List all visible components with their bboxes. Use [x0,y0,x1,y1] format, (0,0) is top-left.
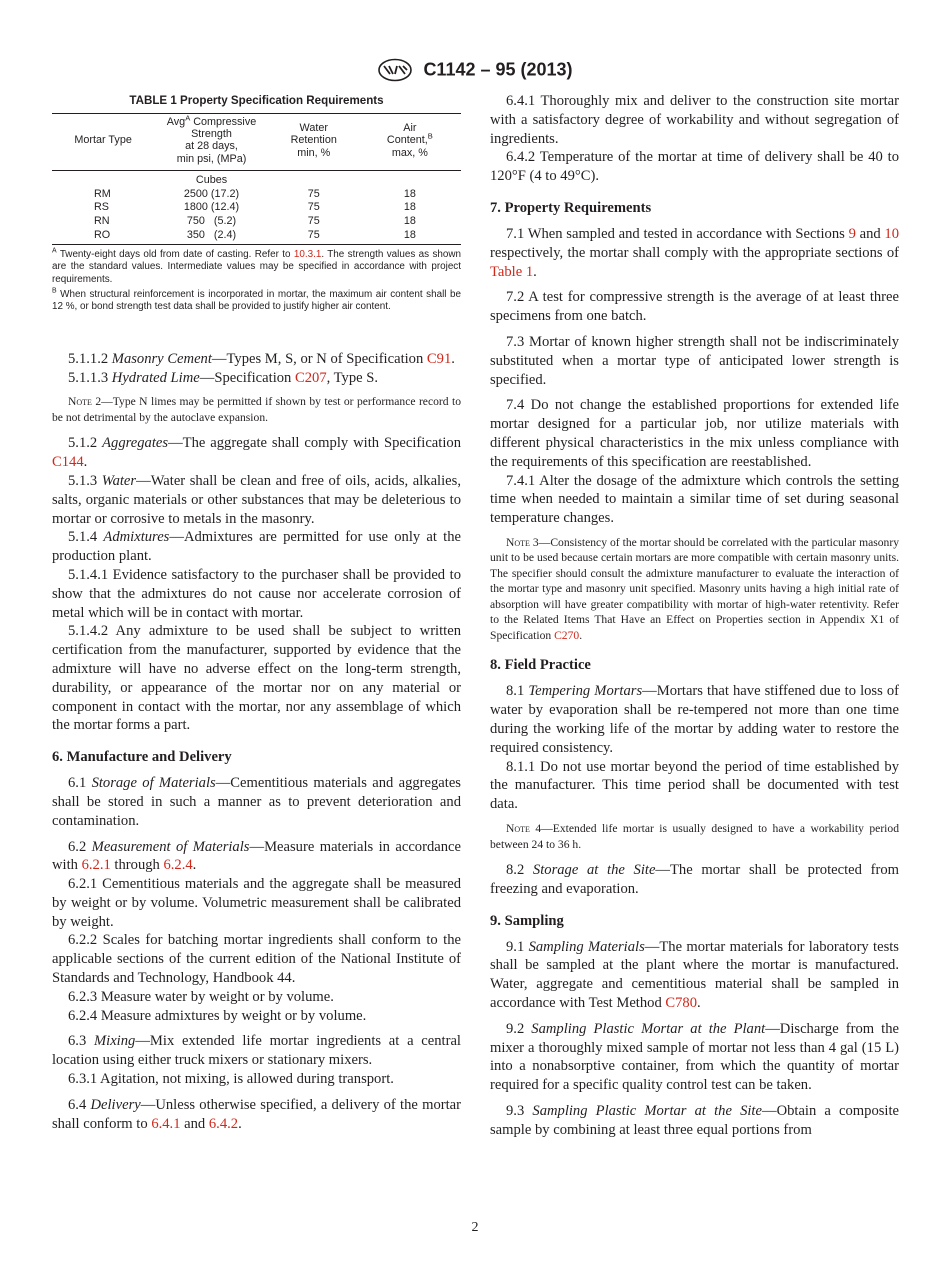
cell-air: 18 [403,187,416,200]
section-8-1-1: 8.1.1 Do not use mortar beyond the period of time established by the manufacturer. This time period shall be documented with test data. [490,758,899,813]
document-designation: C1142 – 95 (2013) [423,59,573,80]
table-row [52,201,461,215]
cell-mortar-type: RM [94,187,111,200]
section-6-1: 6.1 Storage of Materials—Cementitious materials and aggregates shall be stored in such a manner as to prevent deterioration and contamination. [52,775,461,829]
link-table-1[interactable]: Table 1 [490,263,534,280]
table-footnote-b: $^B$ When structural reinforcement is incorporated in mortar, the maximum air content shall be 12 %, or bond strength test data shall be provided to justify higher air content. [52,287,461,313]
cell-strength: 1800 (12.4) [183,201,240,214]
link-6-2-1[interactable]: 6.2.1 [81,857,111,874]
section-5-1-4: 5.1.4 Admixtures—Admixtures are permitted for use only at the production plant. [52,529,461,565]
section-5-1-4-1: 5.1.4.1 Evidence satisfactory to the purchaser shall be provided to show that the admixtures do not cause nor accelerate corrosion of metal which will be in contact with mortar. [52,566,461,621]
section-6-3: 6.3 Mixing—Mix extended life mortar ingredients at a central location using either truck mixers or stationary mixers. [52,1033,461,1069]
section-6-2-3: 6.2.3 Measure water by weight or by volume. [68,988,334,1005]
cell-water: 75 [307,215,320,228]
section-5-1-4-2: 5.1.4.2 Any admixture to be used shall be subject to written certification from the manufacturer, supported by evidence that the admixture will have no adverse effect on the long-term strength, durability, or appearance of the mortar nor on any material or component in contact with the mortar, nor any assemblage of which the mortar forms a part. [52,623,461,734]
heading-section-9: 9. Sampling [490,912,564,929]
section-5-1-1-3: 5.1.1.3 Hydrated Lime—Specification C207, Type S. [68,369,379,386]
link-6-4-1[interactable]: 6.4.1 [151,1115,181,1132]
col-header-mortar-type: Mortar Type [52,114,154,171]
cell-water: 75 [307,201,320,214]
section-5-1-2: 5.1.2 Aggregates—The aggregate shall comply with Specification C144. [52,435,461,471]
link-section-9[interactable]: 9 [848,225,856,242]
cell-air: 18 [359,229,461,244]
section-9-1: 9.1 Sampling Materials—The mortar materials for laboratory tests shall be sampled at the plant where the mortar is manufactured. Water, aggregate and cementitious material shall be sampled in accordance with Test Method C780. [490,938,899,1011]
table-row [52,188,461,202]
table-footnote-a: $^A$ Twenty-eight days old from date of casting. Refer to 10.3.1. The strength values as shown are the standard values. Intermediate values may be specified in accordance with project requirements. [52,247,461,285]
cell-air: 18 [403,215,416,228]
page-header [0,58,950,84]
heading-section-7: 7. Property Requirements [490,199,652,216]
heading-section-6: 6. Manufacture and Delivery [52,749,232,766]
section-9-3: 9.3 Sampling Plastic Mortar at the Site—Obtain a composite sample by combining at least three equal portions from [490,1102,900,1138]
section-8-2: 8.2 Storage at the Site—The mortar shall be protected from freezing and evaporation. [490,862,899,897]
cell-mortar-type: RO [52,229,154,244]
table-header-row [52,114,461,171]
page-number: 2 [471,1220,479,1235]
section-7-1: 7.1 When sampled and tested in accordance with Sections 9 and 10 respectively, the mortar shall comply with the appropriate sections of Table 1. [490,225,899,280]
note-3: Note 3—Consistency of the mortar should be correlated with the particular masonry unit to be used because certain mortars are more compatible with certain masonry units. The specifier should consult the admixture manufacturer to evaluate the interaction of the mortar type and masonry unit specified. Masonry units having a high initial rate of absorption will have greater compatibility with mortar of high-water retentivity. Refer to the Related Items That Have an Effect on Properties section in Appendix X1 of Specification C270. [490,535,899,642]
section-6-3-1: 6.3.1 Agitation, not mixing, is allowed during transport. [68,1071,394,1088]
left-column [52,92,461,1140]
section-7-3: 7.3 Mortar of known higher strength shall not be indiscriminately substituted when a mortar type of anticipated lower strength is specified. [490,333,899,388]
table-title: TABLE 1 Property Specification Requirements [129,94,384,107]
heading-section-8: 8. Field Practice [490,657,591,674]
section-6-2-2: 6.2.2 Scales for batching mortar ingredients shall conform to the applicable sections of the current edition of the National Institute of Standards and Technology, Handbook 44. [52,932,461,987]
section-6-4: 6.4 Delivery—Unless otherwise specified, a delivery of the mortar shall conform to 6.4.1 and 6.4.2. [52,1096,461,1132]
note-4: Note 4—Extended life mortar is usually designed to have a workability period between 24 to 36 h. [490,822,899,851]
section-6-4-1: 6.4.1 Thoroughly mix and deliver to the construction site mortar with a satisfactory degree of workability and without segregation of ingredients. [490,93,899,147]
col-header-air-content: Air Content,$^B$ max, % [359,114,461,171]
table-row [52,215,461,229]
link-6-4-2[interactable]: 6.4.2 [208,1115,239,1132]
cell-mortar-type: RN [94,215,110,228]
cell-strength: 350 (2.4) [154,229,269,244]
section-7-4-1: 7.4.1 Alter the dosage of the admixture which controls the setting time when needed to maintain a similar time of set during seasonal temperature changes. [490,472,899,527]
link-c91[interactable]: C91 [426,350,452,367]
link-c144[interactable]: C144 [52,454,84,471]
section-7-4: 7.4 Do not change the established proportions for extended life mortar designed for a particular job, nor utilize materials with different physical characteristics in the mix unless compliance with the requirements of this specification are reestablished. [490,397,899,470]
section-7-2: 7.2 A test for compressive strength is the average of at least three specimens from one batch. [490,289,899,325]
link-6-2-4[interactable]: 6.2.4 [163,857,193,874]
section-5-1-3: 5.1.3 Water—Water shall be clean and free of oils, acids, alkalies, salts, organic materials or other substances that may be deleterious to mortar or corrosive to metals in the masonry. [52,472,461,527]
link-10-3-1[interactable]: 10.3.1 [293,248,322,260]
table-subhead-row [52,170,461,187]
link-c780[interactable]: C780 [665,995,698,1011]
section-8-1: 8.1 Tempering Mortars—Mortars that have stiffened due to loss of water by evaporation shall be re-tempered not more than one time during the working life of the mortar by adding water to restore the required consistency. [490,683,900,756]
section-6-4-2: 6.4.2 Temperature of the mortar at time of delivery shall be 40 to 120°F (4 to 49°C). [490,149,899,185]
col-header-compressive-strength: Avg$^A$ Compressive Strength at 28 days, min psi, (MPa) [154,114,269,171]
property-specification-table [52,113,461,245]
section-5-1-1-2: 5.1.1.2 Masonry Cement—Types M, S, or N of Specification C91. [68,350,455,367]
section-6-2: 6.2 Measurement of Materials—Measure materials in accordance with 6.2.1 through 6.2.4. [52,838,461,874]
section-9-2: 9.2 Sampling Plastic Mortar at the Plant—Discharge from the mixer a thoroughly mixed sample of mortar not less than 4 gal (15 L) into a nonabsorptive container, from which the quantity of mortar required for a specific quality control test can be taken. [490,1020,899,1094]
cell-water: 75 [307,187,320,200]
link-c207[interactable]: C207 [295,369,327,386]
cell-water: 75 [269,229,359,244]
section-6-2-1: 6.2.1 Cementitious materials and the aggregate shall be measured by weight or by volume. Volumetric measurement shall be calibrated by weight. [52,876,461,930]
subhead-cubes: Cubes [195,173,228,186]
section-6-2-4: 6.2.4 Measure admixtures by weight or by volume. [68,1007,367,1024]
table-row [52,229,461,244]
note-2: Note 2—Type N limes may be permitted if shown by test or performance record to be not detrimental by the autoclave expansion. [52,395,461,424]
cell-strength: 750 (5.2) [186,215,237,228]
link-section-10[interactable]: 10 [884,225,899,242]
astm-logo-icon [377,58,413,82]
cell-strength: 2500 (17.2) [183,187,240,200]
col-header-water-retention: Water Retention min, % [269,114,359,171]
right-column [490,92,899,1147]
cell-mortar-type: RS [94,201,109,214]
link-c270[interactable]: C270 [554,628,580,642]
cell-air: 18 [403,201,416,214]
